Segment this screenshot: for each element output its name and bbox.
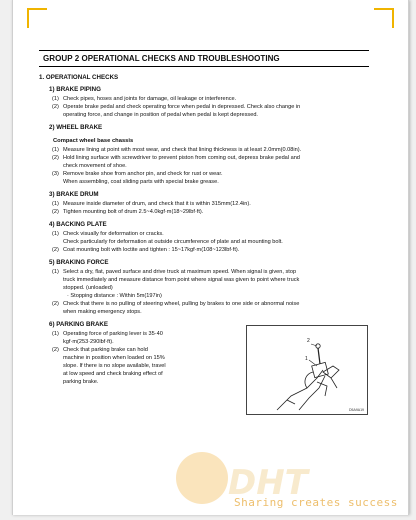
item-line: truck immediately and measure distance from point where signal was given to point where truck (63, 277, 300, 283)
list-item (52, 154, 369, 170)
item-line: Check visually for deformation or cracks. (63, 231, 164, 237)
item-line: Tighten mounting bolt of drum 2.5~4.0kgf·m(18~29lbf·ft). (63, 209, 204, 215)
item-line: Remove brake shoe from anchor pin, and check for rust or wear. (63, 171, 223, 177)
item-line: Measure inside diameter of drum, and check that it is within 315mm(12.4in). (63, 201, 251, 207)
item-line: parking brake. (63, 379, 99, 385)
list-item (52, 170, 369, 186)
wheel-brake-items (39, 146, 369, 186)
item-line: Operate brake pedal and check operating force when pedal in depressed. Check also change in (63, 104, 301, 110)
brake-piping-items (39, 95, 369, 119)
item-line: operating force, and change in position of pedal when pedal is kept depressed. (63, 112, 258, 118)
item-line: When assembling, coat sliding parts with special brake grease. (63, 179, 219, 185)
item-line: Check particularly for deformation at outside circumference of plate and at mounting bolt. (63, 239, 283, 245)
item-number: (1) (52, 147, 59, 153)
list-item (52, 146, 369, 154)
item-line: at low speed and check braking effect of (63, 371, 163, 377)
stopping-distance: · Stopping distance : Within 5m(197in) (67, 293, 162, 299)
list-item (52, 330, 189, 346)
item-line: Operating force of parking lever is 35·40 (63, 331, 163, 337)
list-item (52, 346, 189, 386)
item-line: Measure lining at point with most wear, and check that lining thickness is at least 2.0mm(0.08in). (63, 147, 302, 153)
item-number: (2) (52, 301, 59, 307)
wheel-brake-heading: 2) WHEEL BRAKE (49, 124, 103, 131)
crop-mark-top-left (27, 8, 47, 28)
crop-mark-top-right (374, 8, 394, 28)
group-title: GROUP 2 OPERATIONAL CHECKS AND TROUBLESHOOTING (39, 50, 369, 67)
item-line: Select a dry, flat, paved surface and drive truck at maximum speed. When signal is given, stop (63, 269, 297, 275)
list-item (52, 246, 369, 254)
item-line: machine in position when loaded on 15% (63, 355, 165, 361)
item-number: (2) (52, 247, 59, 253)
watermark-text: Sharing creates success (234, 496, 398, 509)
figure-callout-1: 1 (305, 356, 308, 362)
figure-callout-2: 2 (307, 338, 310, 344)
backing-plate-heading: 4) BACKING PLATE (49, 221, 107, 228)
figure-code: D5A9A19 (349, 408, 364, 412)
list-item (52, 230, 369, 246)
item-line: Check that parking brake can hold (63, 347, 148, 353)
list-item (52, 208, 369, 216)
item-line: stopped. (unloaded) (63, 285, 113, 291)
backing-plate-items (39, 230, 369, 254)
item-number: (1) (52, 231, 59, 237)
item-line: slope. If there is no slope available, travel (63, 363, 166, 369)
item-number: (2) (52, 209, 59, 215)
section-title: 1. OPERATIONAL CHECKS (39, 74, 119, 81)
item-line: kgf·m(253·290lbf·ft). (63, 339, 114, 345)
parking-brake-heading: 6) PARKING BRAKE (49, 321, 109, 328)
item-number: (1) (52, 331, 59, 337)
parking-brake-items (39, 330, 189, 386)
brake-drum-items (39, 200, 369, 216)
braking-force-item-1 (52, 268, 369, 292)
item-line: Coat mounting bolt with loctite and tighten : 15~17kgf·m(108~123lbf·ft). (63, 247, 240, 253)
item-number: (1) (52, 269, 59, 275)
item-line: Check that there is no pulling of steering wheel, pulling by brakes to one side or abnormal noise (63, 301, 300, 307)
brake-piping-heading: 1) BRAKE PIPING (49, 86, 101, 93)
parking-brake-block (39, 321, 369, 412)
braking-force-heading: 5) BRAKING FORCE (49, 259, 109, 266)
item-number: (1) (52, 96, 59, 102)
item-line: Hold lining surface with screwdriver to prevent piston from coming out, depress brake pedal and (63, 155, 300, 161)
item-line: when making emergency stops. (63, 309, 142, 315)
wheel-brake-subheading: Compact wheel base chassis (53, 138, 134, 144)
brake-drum-heading: 3) BRAKE DRUM (49, 191, 99, 198)
list-item (52, 103, 369, 119)
item-line: Check pipes, hoses and joints for damage, oil leakage or interference. (63, 96, 237, 102)
page-content (39, 50, 369, 412)
watermark-logo-letters: DHT (228, 463, 308, 503)
item-number: (2) (52, 155, 59, 161)
item-number: (3) (52, 171, 59, 177)
item-number: (2) (52, 347, 59, 353)
braking-force-item-2 (52, 300, 369, 316)
item-number: (2) (52, 104, 59, 110)
parking-lever-figure (246, 325, 368, 415)
list-item (52, 200, 369, 208)
list-item (52, 95, 369, 103)
item-line: check movement of shoe. (63, 163, 127, 169)
item-number: (1) (52, 201, 59, 207)
